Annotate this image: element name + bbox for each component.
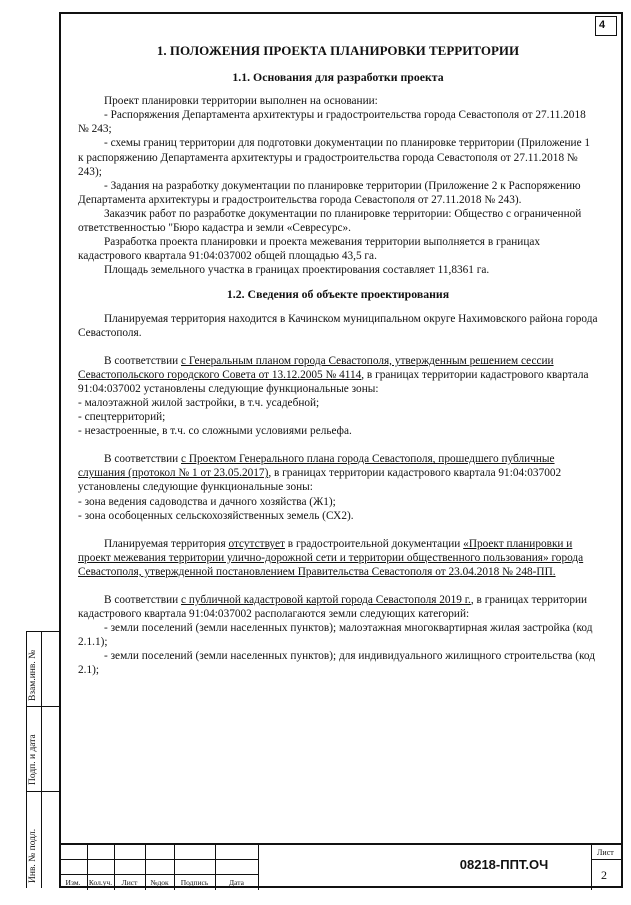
location-paragraph: Планируемая территория находится в Качинском муниципальном округе Нахимовского района города Севастополя. — [78, 312, 598, 339]
basis-item-3: - Задания на разработку документации по планировке территории (Приложение 2 к Распоряжению Департамента архитектуры и градостроительства города Севастополя от 27.11.2018 № 243). — [78, 179, 581, 206]
inv-podl-label: Инв. № подл. — [28, 828, 38, 883]
col-izm: Изм. — [65, 878, 81, 887]
col-data: Дата — [229, 878, 244, 887]
genplan-project-paragraph: В соответствии с Проектом Генерального плана города Севастополя, прошедшего публичные слушания (протокол № 1 от 23.05.2017), в границах территории кадастрового квартала 91:04:037002 установлены следующие функциональные зоны: — [78, 453, 562, 494]
inv-vzam-label: Взам.инв. № — [28, 649, 38, 701]
zone-item: - зона особоценных сельскохозяйственных земель (СХ2). — [78, 509, 354, 522]
area-paragraph: Разработка проекта планировки и проекта межевания территории выполняется в границах кадастрового квартала 91:04:037002 общей площадью 43,5 га. — [78, 236, 541, 263]
side-stamp — [26, 631, 59, 888]
col-ndok: №док — [150, 878, 169, 887]
customer-paragraph: Заказчик работ по разработке документации по планировке территории: Общество с ограниченной ответственностью "Бюро кадастра и земли «Севресурс». — [78, 207, 582, 235]
genplan-project-reference: с Проектом Генерального плана города Севастополя, прошедшего публичные слушания (протокол № 1 от 23.05.2017) — [78, 453, 555, 480]
document-body — [78, 40, 598, 678]
cadastral-map-paragraph: В соответствии с публичной кадастровой картой города Севастополя 2019 г., в границах территории кадастрового квартала 91:04:037002 располагаются земли следующих категорий: — [78, 594, 588, 621]
section-2-heading: 1.2. Сведения об объекте проектирования — [226, 287, 450, 302]
plot-area-paragraph: Площадь земельного участка в границах проектирования составляет 11,8361 га. — [104, 264, 490, 277]
basis-item-2: - схемы границ территории для подготовки документации по планировке территории (Приложение 1 к распоряжению Департамента архитектуры и градостроительства города Севастополя от 27.11.2018 № 243); — [78, 137, 591, 178]
land-category-item: - земли поселений (земли населенных пунктов); для индивидуального жилищного строительства (код 2.1); — [78, 650, 595, 677]
document-title: 1. ПОЛОЖЕНИЯ ПРОЕКТА ПЛАНИРОВКИ ТЕРРИТОРИИ — [156, 43, 520, 58]
title-block — [59, 843, 623, 888]
zone-item: - спецтерриторий; — [78, 411, 166, 424]
col-kol-uch: Кол.уч. — [88, 878, 113, 887]
col-list: Лист — [121, 878, 138, 887]
cadastral-map-reference: с публичной кадастровой картой города Севастополя 2019 г. — [181, 594, 471, 606]
genplan-paragraph: В соответствии с Генеральным планом города Севастополя, утвержденным решением сессии Севастопольского городского Совета от 13.12.2005 № 4114, в границах территории кадастрового квартала 91:04:037002 установлены следующие функциональные зоны: — [78, 354, 589, 395]
sheet-label: Лист — [597, 848, 614, 857]
zone-item: - малоэтажной жилой застройки, в т.ч. усадебной; — [78, 396, 320, 409]
basis-intro: Проект планировки территории выполнен на основании: — [104, 95, 378, 108]
basis-item-1: - Распоряжения Департамента архитектуры и градостроительства города Севастополя от 27.11.2018 № 243; — [78, 109, 586, 136]
zone-item: - незастроенные, в т.ч. со сложными условиями рельефа. — [78, 425, 352, 438]
land-category-item: - земли поселений (земли населенных пунктов); малоэтажная многоквартирная жилая застройка (код 2.1.1); — [78, 622, 593, 649]
col-podpis: Подпись — [180, 878, 209, 887]
page-number-box: 4 — [595, 16, 617, 36]
urban-doc-paragraph: Планируемая территория отсутствует в градостроительной документации «Проект планировки и проект межевания территории улично-дорожной сети и территории общественного пользования» города Севастополя, утвержденной постановлением Правительства Севастополя от 23.04.2018 № 248-ПП. — [78, 537, 584, 578]
section-1-heading: 1.1. Основания для разработки проекта — [232, 70, 444, 85]
document-code: 08218-ППТ.ОЧ — [459, 857, 549, 872]
sheet-number: 2 — [601, 868, 607, 882]
podp-data-label: Подп. и дата — [28, 734, 38, 785]
genplan-reference: с Генеральным планом города Севастополя, утвержденным решением сессии Севастопольского городского Совета от 13.12.2005 № 4114 — [78, 354, 554, 381]
zone-item: - зона ведения садоводства и дачного хозяйства (Ж1); — [78, 495, 336, 508]
urban-doc-reference: «Проект планировки и проект межевания территории улично-дорожной сети и территории общественного пользования» города Севастополя, утвержденной постановлением Правительства Севастополя от 23.04.2018 № 248-ПП. — [78, 537, 584, 578]
